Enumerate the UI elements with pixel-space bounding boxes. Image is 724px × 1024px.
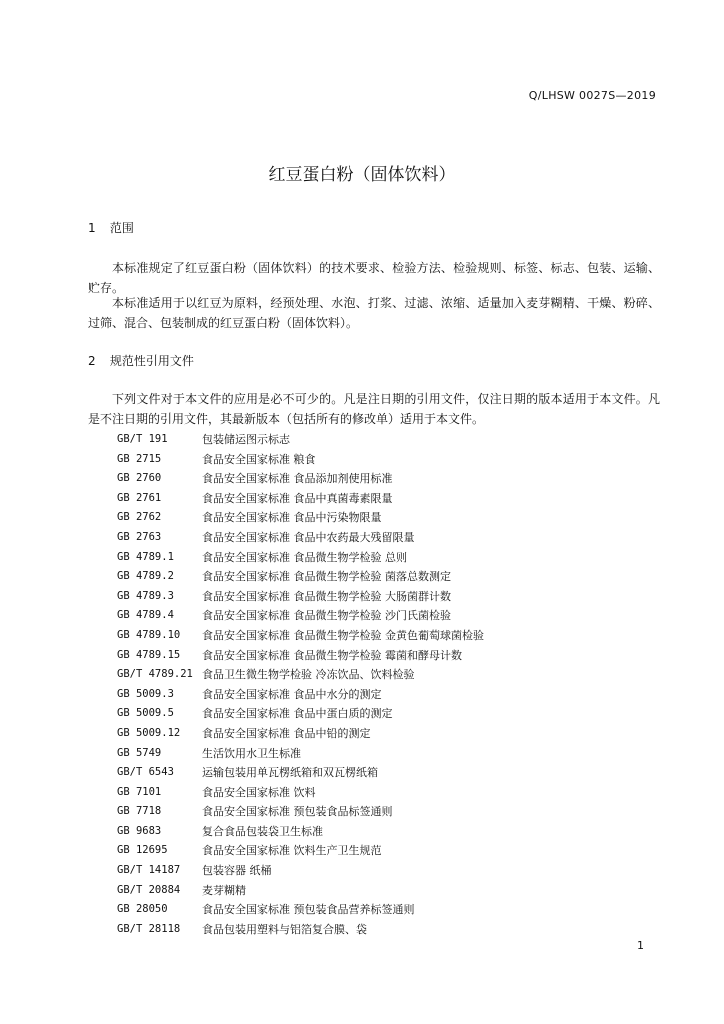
reference-name: 食品安全国家标准 食品中污染物限量 xyxy=(202,511,382,525)
document-title: 红豆蛋白粉（固体饮料） xyxy=(268,165,456,185)
paragraph: 本标准规定了红豆蛋白粉（固体饮料）的技术要求、检验方法、检验规则、标签、标志、包装、运输、贮存。 xyxy=(88,261,660,295)
reference-item xyxy=(117,489,484,509)
reference-name: 食品安全国家标准 食品中蛋白质的测定 xyxy=(202,707,393,721)
paragraph: 下列文件对于本文件的应用是必不可少的。凡是注日期的引用文件，仅注日期的版本适用于本文件。凡是不注日期的引用文件，其最新版本（包括所有的修改单）适用于本文件。 xyxy=(88,392,660,426)
reference-name: 食品安全国家标准 食品中铅的测定 xyxy=(202,726,371,740)
section-heading-scope xyxy=(88,219,134,236)
reference-item xyxy=(117,626,484,646)
reference-item xyxy=(117,783,484,803)
section-number: 1 xyxy=(88,221,96,235)
reference-item xyxy=(117,920,484,940)
reference-name: 复合食品包装袋卫生标准 xyxy=(202,824,323,838)
reference-code: GB 7718 xyxy=(117,805,162,818)
reference-name: 食品卫生微生物学检验 冷冻饮品、饮料检验 xyxy=(202,668,415,682)
reference-name: 食品安全国家标准 粮食 xyxy=(202,452,316,466)
reference-code: GB 5749 xyxy=(117,746,162,759)
reference-name: 食品安全国家标准 食品微生物学检验 大肠菌群计数 xyxy=(202,589,451,603)
reference-item xyxy=(117,450,484,470)
page-number: 1 xyxy=(637,939,644,952)
reference-item xyxy=(117,587,484,607)
reference-code: GB 5009.3 xyxy=(117,687,174,700)
reference-name: 食品安全国家标准 食品微生物学检验 沙门氏菌检验 xyxy=(202,609,451,623)
reference-item xyxy=(117,724,484,744)
reference-item xyxy=(117,606,484,626)
reference-name: 食品安全国家标准 食品微生物学检验 菌落总数测定 xyxy=(202,570,451,584)
reference-item xyxy=(117,528,484,548)
reference-name: 包装容器 纸桶 xyxy=(202,864,272,878)
reference-item xyxy=(117,430,484,450)
reference-code: GB 5009.12 xyxy=(117,726,181,739)
reference-name: 食品安全国家标准 食品微生物学检验 总则 xyxy=(202,550,407,564)
reference-code: GB 12695 xyxy=(117,844,168,857)
reference-code: GB 9683 xyxy=(117,824,162,837)
reference-code: GB/T 20884 xyxy=(117,883,181,896)
reference-code: GB 2762 xyxy=(117,511,162,524)
reference-code: GB 4789.1 xyxy=(117,550,174,563)
reference-item xyxy=(117,744,484,764)
reference-code: GB 7101 xyxy=(117,785,162,798)
reference-code: GB 2761 xyxy=(117,491,162,504)
reference-code: GB 4789.10 xyxy=(117,628,181,641)
reference-code: GB 4789.4 xyxy=(117,609,174,622)
document-code: Q/LHSW 0027S—2019 xyxy=(528,89,656,102)
reference-code: GB 2760 xyxy=(117,472,162,485)
reference-name: 麦芽糊精 xyxy=(202,883,246,897)
reference-code: GB 4789.15 xyxy=(117,648,181,661)
reference-name: 生活饮用水卫生标准 xyxy=(202,746,301,760)
reference-item xyxy=(117,822,484,842)
reference-item xyxy=(117,763,484,783)
section-number: 2 xyxy=(88,354,96,368)
reference-code: GB/T 28118 xyxy=(117,922,181,935)
reference-name: 食品安全国家标准 食品中农药最大残留限量 xyxy=(202,530,415,544)
section-heading-normative-references xyxy=(88,352,194,369)
reference-code: GB/T 4789.21 xyxy=(117,668,193,681)
reference-code: GB 5009.5 xyxy=(117,707,174,720)
reference-code: GB 2763 xyxy=(117,530,162,543)
paragraph: 本标准适用于以红豆为原料，经预处理、水泡、打浆、过滤、浓缩、适量加入麦芽糊精、干燥、粉碎、过筛、混合、包装制成的红豆蛋白粉（固体饮料）。 xyxy=(88,296,660,330)
section-title: 规范性引用文件 xyxy=(109,354,194,368)
reference-name: 食品安全国家标准 预包装食品标签通则 xyxy=(202,805,393,819)
reference-name: 食品安全国家标准 食品添加剂使用标准 xyxy=(202,472,393,486)
reference-item xyxy=(117,802,484,822)
reference-item xyxy=(117,548,484,568)
reference-name: 运输包装用单瓦楞纸箱和双瓦楞纸箱 xyxy=(202,766,378,780)
reference-name: 食品包装用塑料与铝箔复合膜、袋 xyxy=(202,922,367,936)
reference-code: GB/T 14187 xyxy=(117,864,181,877)
reference-name: 食品安全国家标准 食品中水分的测定 xyxy=(202,687,382,701)
reference-name: 食品安全国家标准 饮料 xyxy=(202,785,316,799)
reference-item xyxy=(117,508,484,528)
reference-name: 食品安全国家标准 预包装食品营养标签通则 xyxy=(202,903,415,917)
reference-name: 食品安全国家标准 食品微生物学检验 霉菌和酵母计数 xyxy=(202,648,462,662)
reference-item xyxy=(117,841,484,861)
reference-item xyxy=(117,665,484,685)
reference-name: 食品安全国家标准 食品微生物学检验 金黄色葡萄球菌检验 xyxy=(202,628,484,642)
reference-item xyxy=(117,469,484,489)
reference-code: GB/T 6543 xyxy=(117,766,174,779)
reference-code: GB 2715 xyxy=(117,452,162,465)
reference-item xyxy=(117,881,484,901)
reference-code: GB 4789.2 xyxy=(117,570,174,583)
reference-name: 食品安全国家标准 饮料生产卫生规范 xyxy=(202,844,382,858)
reference-name: 食品安全国家标准 食品中真菌毒素限量 xyxy=(202,491,393,505)
reference-item xyxy=(117,646,484,666)
reference-item xyxy=(117,900,484,920)
reference-item xyxy=(117,685,484,705)
reference-item xyxy=(117,861,484,881)
reference-name: 包装储运图示标志 xyxy=(202,433,290,446)
reference-code: GB/T 191 xyxy=(117,433,168,445)
reference-item xyxy=(117,704,484,724)
reference-code: GB 4789.3 xyxy=(117,589,174,602)
reference-code: GB 28050 xyxy=(117,903,168,916)
reference-item xyxy=(117,567,484,587)
reference-list xyxy=(117,430,484,939)
section-title: 范围 xyxy=(109,221,134,235)
